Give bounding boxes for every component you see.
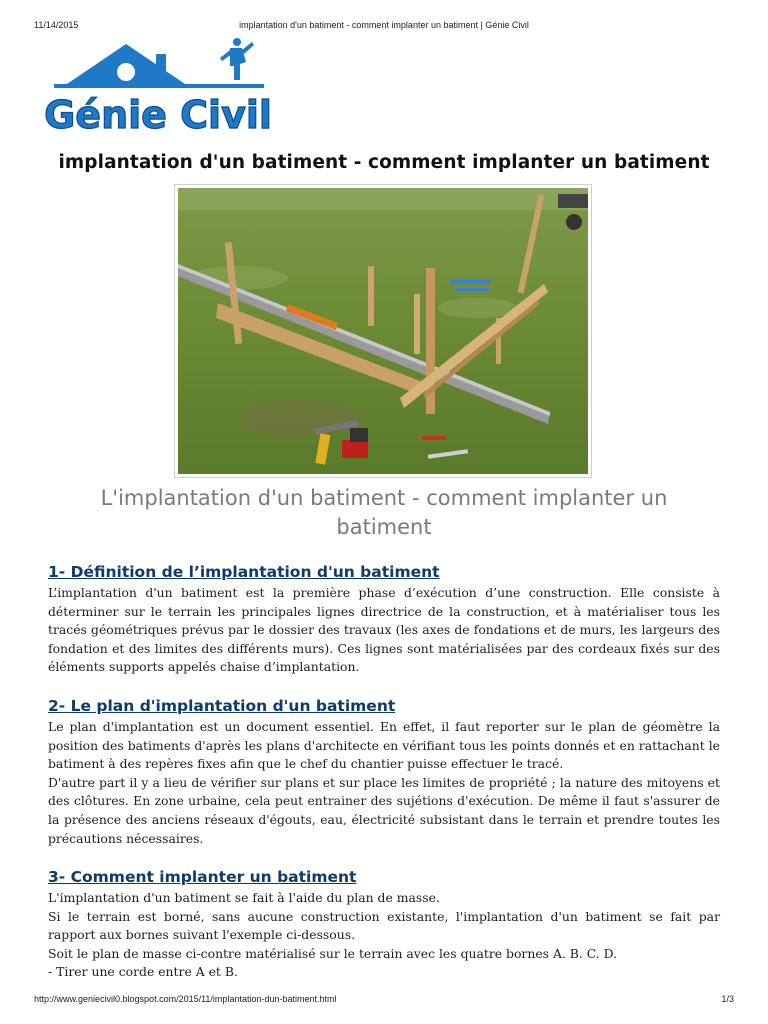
section-heading: 3- Comment implanter un batiment — [48, 868, 357, 886]
construction-site-photo — [178, 188, 588, 474]
genie-civil-logo — [44, 36, 272, 136]
article-subtitle: L'implantation d'un batiment - comment implanter un batiment — [100, 486, 668, 539]
page-url[interactable]: http://www.geniecivil0.blogspot.com/2015/11/implantation-dun-batiment.html — [34, 994, 337, 1004]
article-photo — [174, 184, 592, 478]
article-title: implantation d'un batiment - comment implanter un batiment — [58, 152, 710, 173]
print-date: 11/14/2015 — [34, 20, 79, 30]
site-logo[interactable] — [44, 36, 272, 136]
section-heading: 1- Définition de l’implantation d'un batiment — [48, 563, 440, 581]
section-paragraph: L'implantation d'un batiment se fait à l'aide du plan de masse. — [48, 890, 440, 905]
section-paragraph: - Tirer une corde entre A et B. — [48, 964, 238, 980]
section-plan-implantation — [48, 696, 720, 848]
section-paragraph: L’implantation d'un batiment est la première phase d’exécution d’une construction. Elle consiste à déterminer sur le terrain les principales lignes directrice de la construction, et à matérialiser tous les tracés géométriques prévus par le dossier des travaux (les axes de fondations et de murs, les largeurs des fondation et des limites des différents murs). Ces lignes sont matérialisées par des cordeaux fixés sur des éléments supports appelés chaise d’implantation. — [48, 585, 720, 675]
section-paragraph: Soit le plan de masse ci-contre matérialisé sur le terrain avec les quatre bornes A. B. C. D. — [48, 945, 618, 961]
page-number: 1/3 — [721, 994, 734, 1004]
section-definition — [48, 562, 720, 677]
section-comment-implanter — [48, 867, 720, 982]
print-header — [34, 20, 734, 34]
logo-text: Génie Civil — [44, 93, 272, 136]
print-page-title: implantation d'un batiment - comment implanter un batiment | Génie Civil — [239, 20, 529, 30]
section-heading: 2- Le plan d'implantation d'un batiment — [48, 697, 396, 715]
section-paragraph: Le plan d'implantation est un document essentiel. En effet, il faut reporter sur le plan de géomètre la position des batiments d'après les plans d'architecte en vérifiant tous les points donnés et en rattachant le batiment à des repères fixes afin que le chef du chantier puisse effectuer le tracé. — [48, 719, 720, 772]
section-paragraph: Si le terrain est borné, sans aucune construction existante, l'implantation d'un batiment se fait par rapport aux bornes suivant l'exemple ci-dessous. — [48, 908, 720, 943]
print-footer — [34, 994, 734, 1008]
section-paragraph: D'autre part il y a lieu de vérifier sur plans et sur place les limites de propriété ; la nature des mitoyens et des clôtures. En zone urbaine, cela peut entrainer des sujétions d'exécution. De même il faut s'assurer de la présence des anciens réseaux d'égouts, eau, électricité subsistant dans le terrain et prendre toutes les précautions nécessaires. — [48, 774, 720, 846]
